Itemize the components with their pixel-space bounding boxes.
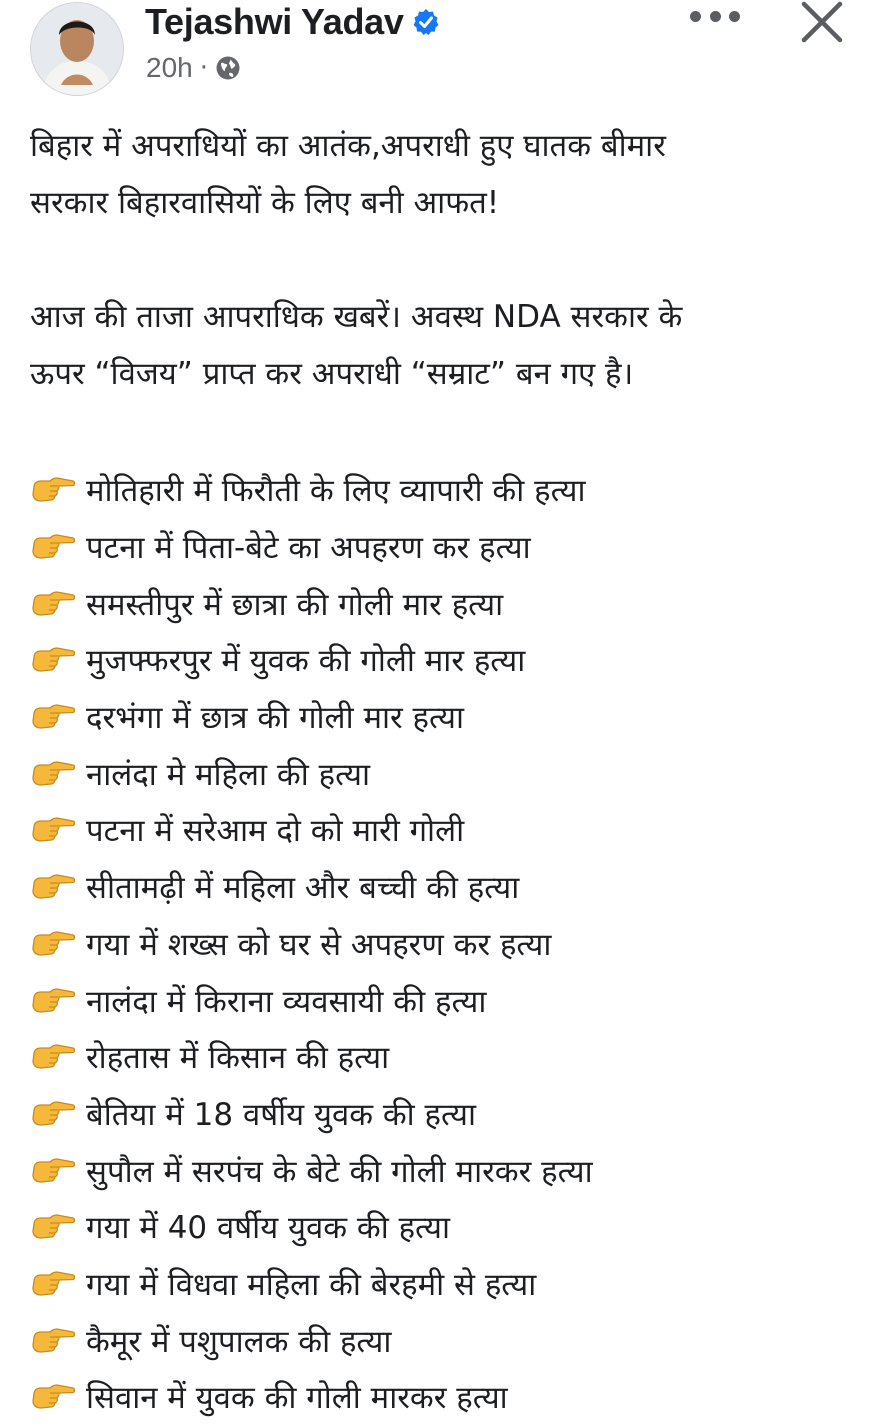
pointing-right-hand-icon [30, 1209, 76, 1245]
list-item [30, 745, 860, 802]
pointing-right-hand-icon [30, 642, 76, 678]
paragraph-line: आज की ताजा आपराधिक खबरें। अवस्थ NDA सरकार के [30, 299, 683, 335]
list-item-text: पटना में सरेआम दो को मारी गोली [86, 813, 465, 850]
more-horizontal-icon-dot [690, 11, 701, 22]
more-horizontal-icon-dot [710, 11, 721, 22]
list-item [30, 632, 860, 689]
list-item [30, 462, 860, 519]
list-item-text: नालंदा मे महिला की हत्या [86, 756, 371, 793]
list-item [30, 1256, 860, 1313]
list-item-text: मोतिहारी में फिरौती के लिए व्यापारी की हत्या [86, 473, 586, 510]
post-body [30, 118, 860, 1426]
author-row [145, 0, 440, 44]
list-item [30, 1086, 860, 1143]
pointing-right-hand-icon [30, 869, 76, 905]
close-icon[interactable] [800, 0, 844, 44]
list-item [30, 972, 860, 1029]
pointing-right-hand-icon [30, 1096, 76, 1132]
list-item-text: दरभंगा में छात्र की गोली मार हत्या [86, 700, 465, 737]
pointing-right-hand-icon [30, 1323, 76, 1359]
meta-separator: · [199, 53, 208, 83]
list-item [30, 1369, 860, 1426]
list-item-text: रोहतास में किसान की हत्या [86, 1040, 390, 1077]
pointing-right-hand-icon [30, 1039, 76, 1075]
author-name[interactable]: Tejashwi Yadav [145, 1, 404, 42]
pointing-right-hand-icon [30, 812, 76, 848]
pointing-right-hand-icon [30, 699, 76, 735]
pointing-right-hand-icon [30, 586, 76, 622]
pointing-right-hand-icon [30, 1379, 76, 1415]
paragraph-line: बिहार में अपराधियों का आतंक,अपराधी हुए घातक बीमार [30, 128, 666, 164]
post-meta [146, 50, 241, 86]
list-item [30, 519, 860, 576]
list-item-text: सिवान में युवक की गोली मारकर हत्या [86, 1380, 508, 1417]
list-item-text: सीतामढ़ी में महिला और बच्ची की हत्या [86, 870, 520, 907]
post-header [0, 0, 870, 100]
avatar[interactable] [30, 2, 124, 96]
list-item-text: नालंदा में किराना व्यवसायी की हत्या [86, 983, 487, 1020]
list-item-text: पटना में पिता-बेटे का अपहरण कर हत्या [86, 530, 531, 567]
list-item [30, 1142, 860, 1199]
list-item-text: समस्तीपुर में छात्रा की गोली मार हत्या [86, 586, 504, 623]
list-item [30, 1312, 860, 1369]
post-timestamp[interactable]: 20h [146, 52, 193, 83]
pointing-right-hand-icon [30, 472, 76, 508]
paragraph-line: ऊपर “विजय” प्राप्त कर अपराधी “सम्राट” बन गए है। [30, 356, 634, 392]
globe-icon [215, 55, 241, 81]
list-item [30, 802, 860, 859]
list-item-text: गया में शख्स को घर से अपहरण कर हत्या [86, 926, 552, 963]
pointing-right-hand-icon [30, 1266, 76, 1302]
verified-badge-icon [412, 8, 440, 36]
more-options-button[interactable] [690, 4, 740, 28]
avatar-photo [31, 3, 123, 95]
list-item [30, 859, 860, 916]
list-item-text: सुपौल में सरपंच के बेटे की गोली मारकर हत्या [86, 1153, 593, 1190]
pointing-right-hand-icon [30, 529, 76, 565]
list-item-text: मुजफ्फरपुर में युवक की गोली मार हत्या [86, 643, 526, 680]
pointing-right-hand-icon [30, 983, 76, 1019]
pointing-right-hand-icon [30, 1153, 76, 1189]
pointing-right-hand-icon [30, 756, 76, 792]
list-item [30, 1199, 860, 1256]
list-item [30, 689, 860, 746]
list-item [30, 916, 860, 973]
list-item [30, 575, 860, 632]
list-item-text: गया में 40 वर्षीय युवक की हत्या [86, 1210, 451, 1247]
list-item [30, 1029, 860, 1086]
crime-list [30, 462, 860, 1426]
list-item-text: बेतिया में 18 वर्षीय युवक की हत्या [86, 1096, 477, 1133]
list-item-text: गया में विधवा महिला की बेरहमी से हत्या [86, 1266, 537, 1303]
paragraph-line: सरकार बिहारवासियों के लिए बनी आफत! [30, 185, 500, 221]
pointing-right-hand-icon [30, 926, 76, 962]
more-horizontal-icon-dot [729, 11, 740, 22]
list-item-text: कैमूर में पशुपालक की हत्या [86, 1323, 392, 1360]
